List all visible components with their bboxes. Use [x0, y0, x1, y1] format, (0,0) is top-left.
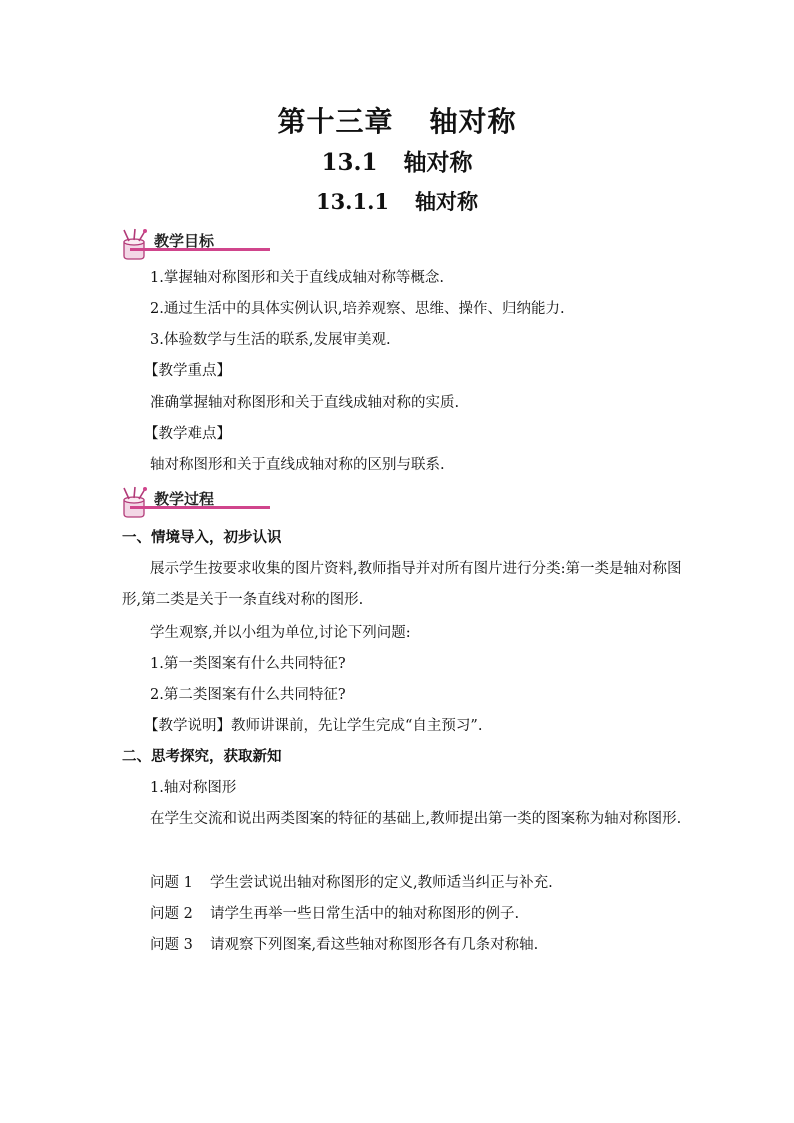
question-row	[150, 873, 553, 893]
part2-paragraph: 在学生交流和说出两类图案的特征的基础上,教师提出第一类的图案称为轴对称图形.	[150, 811, 682, 827]
part1-question: 1.第一类图案有什么共同特征?	[150, 656, 346, 672]
key-point-text: 准确掌握轴对称图形和关于直线成轴对称的实质.	[150, 395, 460, 411]
chapter-name: 轴对称	[429, 105, 517, 138]
process-header-label: 教学过程	[154, 490, 215, 508]
pencil-cup-icon	[118, 486, 154, 518]
part2-heading: 二、思考探究，获取新知	[122, 749, 282, 765]
question-label: 问题 3	[150, 937, 193, 953]
part1-question: 2.第二类图案有什么共同特征?	[150, 687, 346, 703]
question-text: 请观察下列图案,看这些轴对称图形各有几条对称轴.	[210, 937, 539, 953]
pencil-cup-icon	[118, 228, 154, 260]
section-title	[0, 144, 794, 177]
goals-header-label: 教学目标	[154, 232, 215, 250]
question-row	[150, 904, 519, 924]
process-section-header	[118, 486, 268, 520]
question-text: 学生尝试说出轴对称图形的定义,教师适当纠正与补充.	[210, 875, 553, 891]
goal-item: 1.掌握轴对称图形和关于直线成轴对称等概念.	[150, 270, 444, 286]
subsection-number: 13.1.1	[315, 189, 390, 214]
part1-paragraph-2: 学生观察,并以小组为单位,讨论下列问题:	[150, 625, 411, 641]
difficult-point-label: 【教学难点】	[144, 426, 231, 442]
part1-note: 【教学说明】教师讲课前，先让学生完成“自主预习”.	[144, 718, 483, 734]
subsection-title	[0, 186, 794, 216]
section-number: 13.1	[321, 149, 378, 176]
chapter-title	[0, 100, 794, 140]
question-text: 请学生再举一些日常生活中的轴对称图形的例子.	[210, 906, 520, 922]
part2-subheading: 1.轴对称图形	[150, 780, 237, 796]
part1-heading: 一、情境导入，初步认识	[122, 530, 282, 546]
key-point-label: 【教学重点】	[144, 363, 231, 379]
part1-paragraph: 展示学生按要求收集的图片资料,教师指导并对所有图片进行分类:第一类是轴对称图形,第二类是关于一条直线对称的图形.	[122, 561, 682, 608]
goal-item: 2.通过生活中的具体实例认识,培养观察、思维、操作、归纳能力.	[150, 301, 565, 317]
question-label: 问题 2	[150, 906, 193, 922]
section-name: 轴对称	[403, 149, 473, 176]
goal-item: 3.体验数学与生活的联系,发展审美观.	[150, 332, 391, 348]
question-row	[150, 935, 538, 955]
subsection-name: 轴对称	[415, 189, 479, 214]
question-label: 问题 1	[150, 875, 193, 891]
difficult-point-text: 轴对称图形和关于直线成轴对称的区别与联系.	[150, 457, 445, 473]
goals-section-header	[118, 228, 268, 262]
chapter-number: 第十三章	[277, 105, 394, 138]
